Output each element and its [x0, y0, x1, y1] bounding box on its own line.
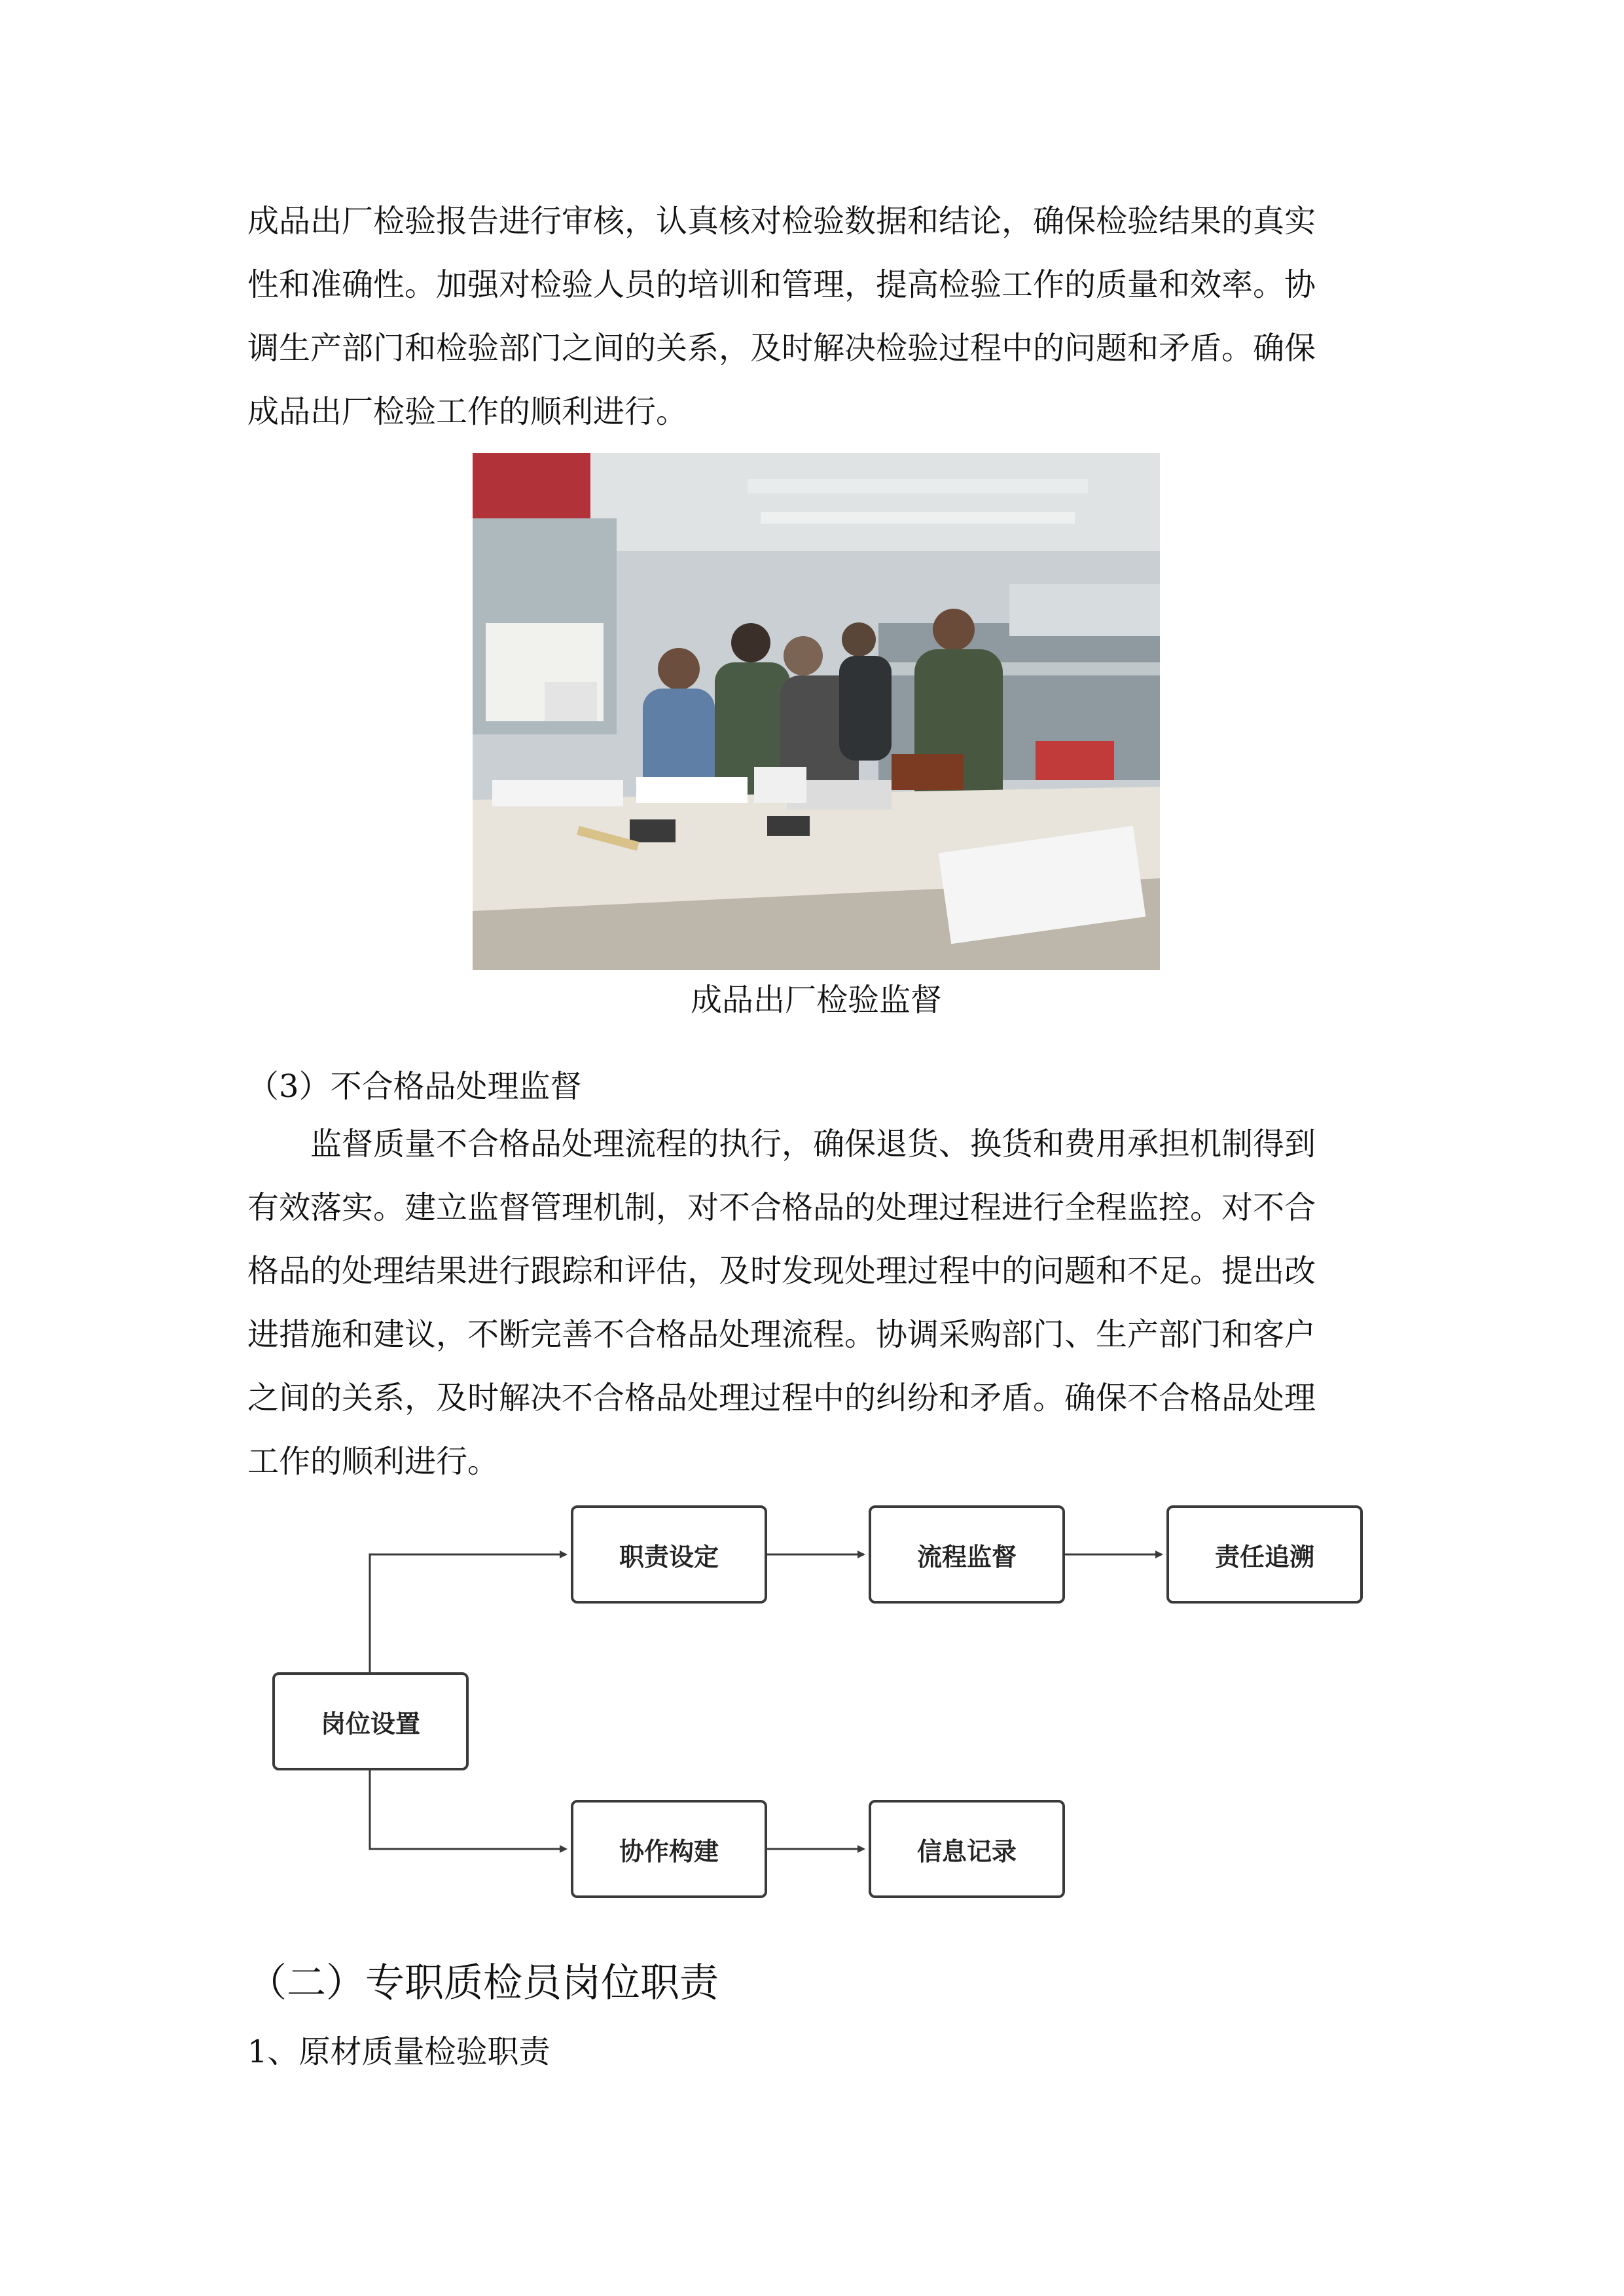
text-line: 监督质量不合格品处理流程的执行，确保退货、换货和费用承担机制得到	[247, 1126, 1316, 1162]
flow-node-process-supervision: 流程监督	[869, 1505, 1065, 1604]
flow-node-root: 岗位设置	[272, 1672, 469, 1770]
flow-node-responsibility: 职责设定	[571, 1505, 767, 1604]
text-line: 工作的顺利进行。	[247, 1443, 499, 1480]
responsibility-flowchart	[262, 1505, 1375, 1937]
inspection-photo	[473, 453, 1160, 970]
text-line: 成品出厂检验工作的顺利进行。	[247, 393, 688, 430]
section-heading: （二）专职质检员岗位职责	[247, 1960, 719, 2006]
section-title: （3）不合格品处理监督	[247, 1068, 582, 1105]
text-line: 成品出厂检验报告进行审核，认真核对检验数据和结论，确保检验结果的真实	[247, 203, 1316, 240]
text-line: 格品的处理结果进行跟踪和评估，及时发现处理过程中的问题和不足。提出改	[247, 1253, 1316, 1289]
text-line: 进措施和建议，不断完善不合格品处理流程。协调采购部门、生产部门和客户	[247, 1316, 1316, 1353]
factory-scene-illustration	[473, 453, 1160, 970]
flow-node-records: 信息记录	[869, 1800, 1065, 1898]
paragraph-inspection-report	[247, 190, 1386, 444]
subsection-heading: 1、原材质量检验职责	[247, 2034, 550, 2070]
text-line: 之间的关系，及时解决不合格品处理过程中的纠纷和矛盾。确保不合格品处理	[247, 1380, 1316, 1416]
flow-node-accountability: 责任追溯	[1166, 1505, 1363, 1604]
text-line: 性和准确性。加强对检验人员的培训和管理，提高检验工作的质量和效率。协	[247, 266, 1316, 303]
flow-node-collaboration: 协作构建	[571, 1800, 767, 1898]
text-line: 调生产部门和检验部门之间的关系，及时解决检验过程中的问题和矛盾。确保	[247, 330, 1316, 367]
paragraph-nonconforming-supervision	[247, 1113, 1386, 1494]
text-line: 有效落实。建立监督管理机制，对不合格品的处理过程进行全程监控。对不合	[247, 1189, 1316, 1226]
photo-caption: 成品出厂检验监督	[690, 982, 942, 1018]
